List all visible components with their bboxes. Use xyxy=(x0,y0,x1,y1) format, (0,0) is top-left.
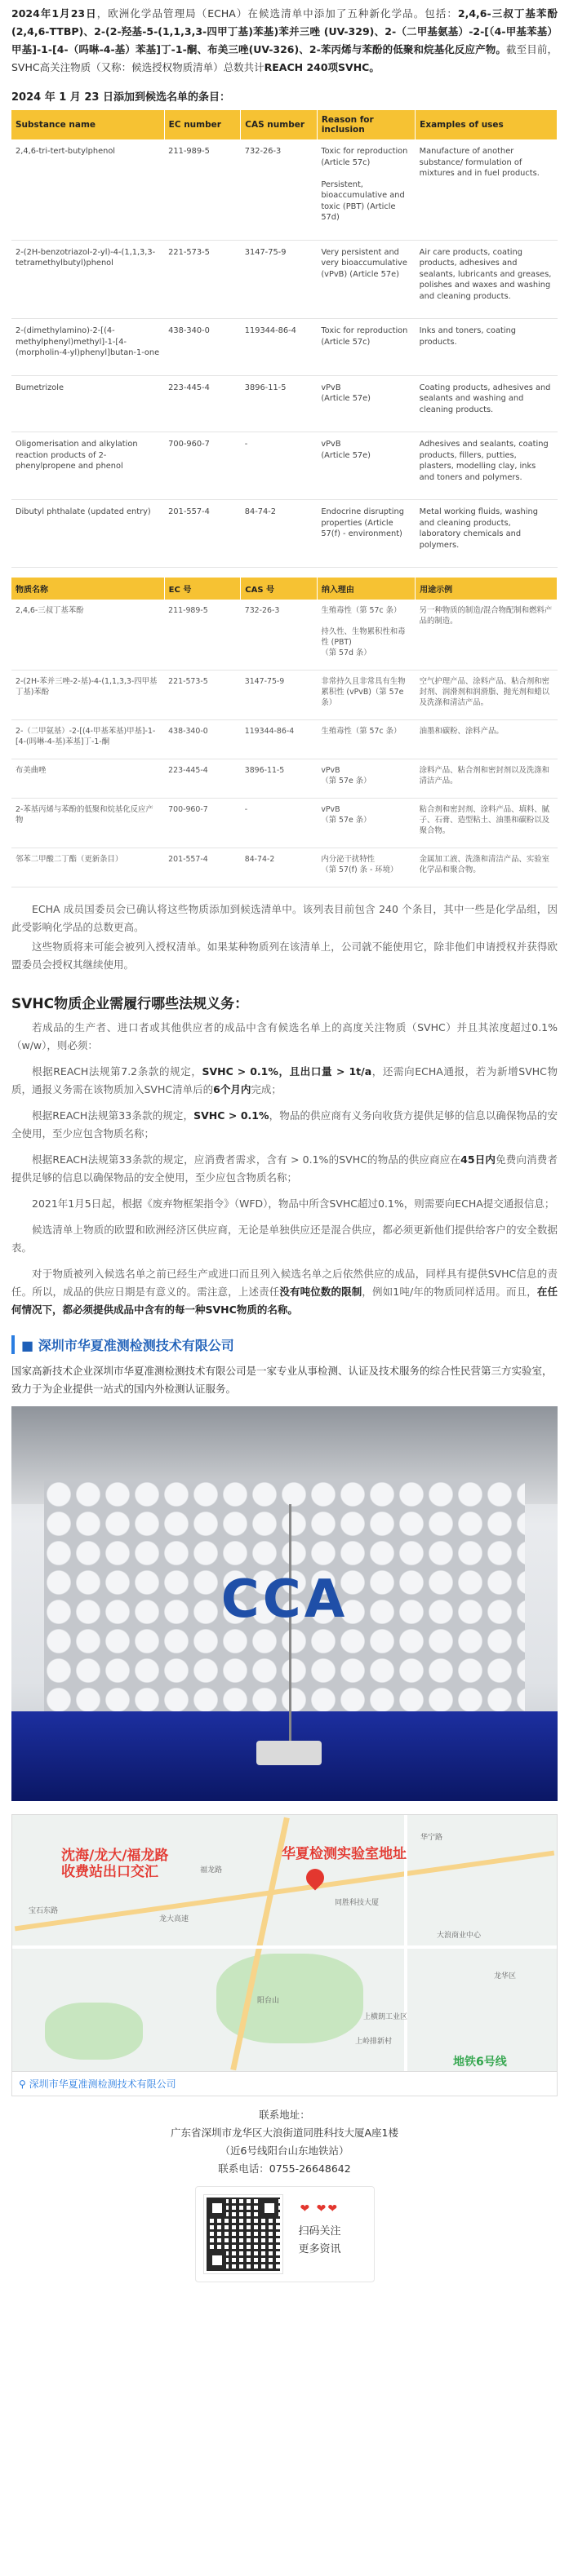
table-cell: 2-(dimethylamino)-2-[(4-methylphenyl)methyl]-1-[4-(morpholin-4-yl)phenyl]butan-1-one xyxy=(11,319,164,376)
en-header-0: Substance name xyxy=(11,110,164,139)
map-place-label: 龙华区 xyxy=(494,1972,517,1981)
map-lab-label: 华夏检测实验室地址 xyxy=(282,1846,407,1862)
cn-header-2: CAS 号 xyxy=(241,578,318,600)
en-header-4: Examples of uses xyxy=(416,110,558,139)
table-cell: 2,4,6-tri-tert-butylphenol xyxy=(11,139,164,240)
intro-tail-bold: REACH 240项SVHC。 xyxy=(264,61,380,73)
p3-c: ，物品的供应商有义务向收货方提供足够的信息以确保物品的安全使用，至少应包含物质名称； xyxy=(11,1109,558,1140)
table-cell: vPvB (Article 57e) xyxy=(317,375,415,432)
map-place-label: 龙大高速 xyxy=(159,1915,189,1923)
lab-logo: CCA xyxy=(220,1569,349,1630)
obligations-p6: 候选清单上物质的欧盟和欧洲经济区供应商，无论是单独供应还是混合供应，都必须更新他们提供给客户的安全数据表。 xyxy=(11,1224,558,1254)
map-place-label: 上横朗工业区 xyxy=(363,2013,408,2021)
contact-title: 联系地址： xyxy=(259,2109,310,2121)
en-header-3: Reason for inclusion xyxy=(317,110,415,139)
table-cell: 119344-86-4 xyxy=(241,720,318,759)
obligations-p1: 若成品的生产者、进口者或其他供应者的成品中含有候选名单上的高度关注物质（SVHC）并且其浓度超过0.1%（w/w），则必须： xyxy=(11,1021,558,1051)
after-table-p1: ECHA 成员国委员会已确认将这些物质添加到候选清单中。该列表目前包含 240 个条目，其中一些是化学品组，因此受影响化学品的总数更高。 xyxy=(11,903,558,933)
after-table-text xyxy=(0,887,569,974)
table-cell: 84-74-2 xyxy=(241,848,318,887)
table-cell: 金属加工液、洗涤和清洁产品、实验室化学品和聚合物。 xyxy=(416,848,558,887)
table-row xyxy=(11,671,558,720)
cn-header-4: 用途示例 xyxy=(416,578,558,600)
p2-e: 完成； xyxy=(251,1083,282,1095)
contact-address-note: （近6号线阳台山东地铁站） xyxy=(220,2144,349,2157)
table-cell: 生殖毒性（第 57c 条） xyxy=(317,720,415,759)
table-cell: 粘合剂和密封剂、涂料产品、填料、腻子、石膏、造型粘土、油墨和碳粉以及聚合物。 xyxy=(416,799,558,848)
intro-lead: ，欧洲化学品管理局（ECHA）在候选清单中添加了五种新化学品。包括： xyxy=(96,7,458,20)
company-heading xyxy=(11,1335,558,1354)
table-cell: vPvB （第 57e 条） xyxy=(317,759,415,799)
intro-section xyxy=(0,0,569,77)
table-cell: 空气护理产品、涂料产品、粘合剂和密封剂、润滑剂和润滑脂、抛光剂和蜡以及洗涤和清洁产品。 xyxy=(416,671,558,720)
obligations-p3 xyxy=(11,1107,558,1143)
obligations-text xyxy=(0,1019,569,1319)
cn-substance-table xyxy=(11,578,558,887)
map-place-label: 华宁路 xyxy=(420,1834,443,1842)
table-cell: 2-(2H-benzotriazol-2-yl)-4-(1,1,3,3-tetramethylbutyl)phenol xyxy=(11,240,164,319)
table-cell: 2-苯基丙烯与苯酚的低聚和烷基化反应产物 xyxy=(11,799,164,848)
contact-phone[interactable]: 联系电话：0755-26648642 xyxy=(218,2162,351,2175)
location-icon: ⚲ xyxy=(19,2078,29,2090)
table-row xyxy=(11,375,558,432)
p4-b: 45日内 xyxy=(460,1153,496,1166)
en-substance-table xyxy=(11,110,558,568)
table-cell: 732-26-3 xyxy=(241,139,318,240)
table-cell: 438-340-0 xyxy=(164,319,241,376)
table-cell: 211-989-5 xyxy=(164,139,241,240)
table-row xyxy=(11,319,558,376)
map-footer-text: 深圳市华夏准测检测技术有限公司 xyxy=(29,2078,176,2090)
table-row xyxy=(11,759,558,799)
qr-caption-line1: 扫码关注 xyxy=(298,2225,341,2237)
after-table-p2: 这些物质将来可能会被列入授权清单。如果某种物质列在该清单上，公司就不能使用它，除非他们申请授权并获得欧盟委员会授权其继续使用。 xyxy=(11,941,558,971)
p2-a: 根据REACH法规第7.2条款的规定， xyxy=(32,1065,202,1078)
intro-date: 2024年1月23日 xyxy=(11,7,97,20)
table-cell: Dibutyl phthalate (updated entry) xyxy=(11,500,164,568)
p4-c: 免费向消费者提供足够的信息以确保物品的安全使用，至少应包含物质名称； xyxy=(11,1153,558,1184)
map-toll-label: 沈海/龙大/福龙路 收费站出口交汇 xyxy=(61,1848,169,1880)
lab-turntable xyxy=(256,1741,322,1765)
qr-caption xyxy=(299,2223,341,2259)
table-row xyxy=(11,240,558,319)
table-cell: 2-（二甲氨基）-2-[(4-甲基苯基)甲基]-1-[4-(吗啉-4-基)苯基]丁-1-酮 xyxy=(11,720,164,759)
table-cell: 涂料产品、粘合剂和密封剂以及洗涤和清洁产品。 xyxy=(416,759,558,799)
table-cell: Oligomerisation and alkylation reaction products of 2-phenylpropene and phenol xyxy=(11,432,164,500)
contact-block xyxy=(0,2096,569,2292)
table-cell: 221-573-5 xyxy=(164,240,241,319)
table-cell: - xyxy=(241,432,318,500)
p7-d: 在任何情况下，都必须提供成品中含有的每一种SVHC物质的名称。 xyxy=(11,1286,558,1316)
company-marker: ■ xyxy=(21,1338,38,1353)
table-cell: 生殖毒性（第 57c 条） 持久性、生物累积性和毒性 (PBT) （第 57d 条） xyxy=(317,600,415,671)
map-park-2 xyxy=(45,2003,143,2060)
cn-header-1: EC 号 xyxy=(164,578,241,600)
table-cell: vPvB (Article 57e) xyxy=(317,432,415,500)
table-cell: 邻苯二甲酸二丁酯（更新条目） xyxy=(11,848,164,887)
company-description: 国家高新技术企业深圳市华夏准测检测技术有限公司是一家专业从事检测、认证及技术服务的综合性民营第三方实验室，致力于为企业提供一站式的国内外检测认证服务。 xyxy=(11,1365,553,1395)
table-cell: 3896-11-5 xyxy=(241,375,318,432)
obligations-p7 xyxy=(11,1265,558,1319)
hearts-icon: ❤ ❤❤ xyxy=(300,2202,340,2215)
p3-a: 根据REACH法规第33条款的规定， xyxy=(32,1109,194,1122)
table-cell: Adhesives and sealants, coating products, fillers, putties, plasters, modelling clay, inks and toners and polymers. xyxy=(416,432,558,500)
table-cell: 3147-75-9 xyxy=(241,240,318,319)
map-place-label: 宝石东路 xyxy=(29,1907,59,1915)
qr-caption-line2: 更多资讯 xyxy=(298,2243,341,2255)
map-place-label: 阳台山 xyxy=(257,1997,280,2005)
map-road-minor xyxy=(12,1945,557,1949)
p7-c: ，例如1吨/年的物质同样适用。而且， xyxy=(362,1286,537,1298)
intro-paragraph xyxy=(11,5,558,77)
table-cell: 非常持久且非常具有生物累积性 (vPvB)（第 57e 条） xyxy=(317,671,415,720)
table-cell: 油墨和碳粉、涂料产品。 xyxy=(416,720,558,759)
lab-photo xyxy=(11,1406,558,1801)
map-place-label: 大浪商业中心 xyxy=(437,1932,482,1940)
table-cell: 布美曲唑 xyxy=(11,759,164,799)
company-name: 深圳市华夏准测检测技术有限公司 xyxy=(38,1338,234,1353)
table-row xyxy=(11,799,558,848)
en-header-1: EC number xyxy=(164,110,241,139)
table-row xyxy=(11,600,558,671)
obligations-p2 xyxy=(11,1063,558,1099)
table-cell: Inks and toners, coating products. xyxy=(416,319,558,376)
en-table-title: 2024 年 1 月 23 日添加到候选名单的条目： xyxy=(11,91,230,104)
table-cell: 201-557-4 xyxy=(164,500,241,568)
p7-a: 对于物质被列入候选名单之前已经生产或进口而且列入候选名单之后依然供应的成品，同样具有提供SVHC信息的责任。所以，成品的供应日期是有意义的。需注意，上述责任 xyxy=(11,1268,558,1298)
p7-b: 没有吨位数的限制 xyxy=(279,1286,362,1298)
qr-code-icon[interactable] xyxy=(204,2195,282,2273)
map-place-label: 上岭排新村 xyxy=(355,2038,393,2046)
location-map[interactable] xyxy=(11,1814,558,2072)
table-cell: 223-445-4 xyxy=(164,759,241,799)
cn-table-wrap xyxy=(11,578,558,887)
table-cell: Very persistent and very bioaccumulative (vPvB) (Article 57e) xyxy=(317,240,415,319)
table-cell: 3147-75-9 xyxy=(241,671,318,720)
table-cell: Toxic for reproduction (Article 57c) Persistent, bioaccumulative and toxic (PBT) (Article 57d) xyxy=(317,139,415,240)
obligations-heading: SVHC物质企业需履行哪些法规义务： xyxy=(11,996,249,1012)
table-cell: vPvB （第 57e 条） xyxy=(317,799,415,848)
table-cell: Endocrine disrupting properties (Article 57(f) - environment) xyxy=(317,500,415,568)
table-row xyxy=(11,720,558,759)
table-cell: 700-960-7 xyxy=(164,432,241,500)
obligations-p4 xyxy=(11,1151,558,1187)
map-footer[interactable] xyxy=(11,2072,558,2096)
table-cell: Metal working fluids, washing and cleaning products, laboratory chemicals and polymers. xyxy=(416,500,558,568)
table-cell: 另一种物质的制造/混合物配制和燃料产品的制造。 xyxy=(416,600,558,671)
table-row xyxy=(11,139,558,240)
table-cell: 700-960-7 xyxy=(164,799,241,848)
table-cell: Coating products, adhesives and sealants and washing and cleaning products. xyxy=(416,375,558,432)
intro-tail: 截至目前，SVHC高关注物质（又称：候选授权物质清单）总数共计 xyxy=(11,43,558,73)
map-place-label: 同胜科技大厦 xyxy=(335,1899,380,1907)
map-metro-label: 地铁6号线 xyxy=(453,2056,507,2069)
table-row xyxy=(11,432,558,500)
en-header-2: CAS number xyxy=(241,110,318,139)
table-cell: 84-74-2 xyxy=(241,500,318,568)
map-place-label: 福龙路 xyxy=(200,1866,223,1874)
table-cell: 211-989-5 xyxy=(164,600,241,671)
table-cell: 2,4,6-三叔丁基苯酚 xyxy=(11,600,164,671)
qr-card xyxy=(195,2186,375,2282)
p2-c: ，还需向ECHA通报，若为新增SVHC物质，通报义务需在该物质加入SVHC清单后的 xyxy=(11,1065,558,1095)
table-row xyxy=(11,848,558,887)
table-cell: 内分泌干扰特性 （第 57(f) 条 - 环境） xyxy=(317,848,415,887)
p4-a: 根据REACH法规第33条款的规定，应消费者需求，含有 > 0.1%的SVHC的物品的供应商应在 xyxy=(32,1153,461,1166)
p2-d: 6个月内 xyxy=(213,1083,251,1095)
obligations-p5: 2021年1月5日起，根据《废弃物框架指令》（WFD），物品中所含SVHC超过0.1%，则需要向ECHA提交通报信息； xyxy=(32,1197,555,1210)
table-cell: 201-557-4 xyxy=(164,848,241,887)
table-cell: Manufacture of another substance/ formulation of mixtures and in fuel products. xyxy=(416,139,558,240)
table-cell: 223-445-4 xyxy=(164,375,241,432)
table-cell: 221-573-5 xyxy=(164,671,241,720)
table-cell: Bumetrizole xyxy=(11,375,164,432)
table-cell: - xyxy=(241,799,318,848)
contact-address: 广东省深圳市龙华区大浪街道同胜科技大厦A座1楼 xyxy=(170,2127,398,2139)
table-cell: 438-340-0 xyxy=(164,720,241,759)
p2-b: SVHC > 0.1%，且出口量 > 1t/a xyxy=(202,1065,372,1078)
cn-header-0: 物质名称 xyxy=(11,578,164,600)
en-table-wrap xyxy=(11,110,558,568)
intro-substances: 2,4,6-三叔丁基苯酚(2,4,6-TTBP)、2-(2-羟基-5-(1,1,3,3-四甲丁基)苯基)苯并三唑 (UV-329)、2-（二甲基氨基）-2-[（4-甲基苯基）甲基]-1-[4-（吗啉-4-基）苯基]丁-1-酮、布美三唑(UV-326)、2-苯丙烯与苯酚的低聚和烷基化反应产物。 xyxy=(11,7,558,55)
p3-b: SVHC > 0.1% xyxy=(193,1109,269,1122)
table-cell: 119344-86-4 xyxy=(241,319,318,376)
table-cell: 2-(2H-苯并三唑-2-基)-4-(1,1,3,3-四甲基丁基)苯酚 xyxy=(11,671,164,720)
cn-header-3: 纳入理由 xyxy=(317,578,415,600)
table-cell: 3896-11-5 xyxy=(241,759,318,799)
table-cell: Toxic for reproduction (Article 57c) xyxy=(317,319,415,376)
table-cell: 732-26-3 xyxy=(241,600,318,671)
table-row xyxy=(11,500,558,568)
table-cell: Air care products, coating products, adhesives and sealants, lubricants and greases, polishes and waxes and washing and cleaning products. xyxy=(416,240,558,319)
